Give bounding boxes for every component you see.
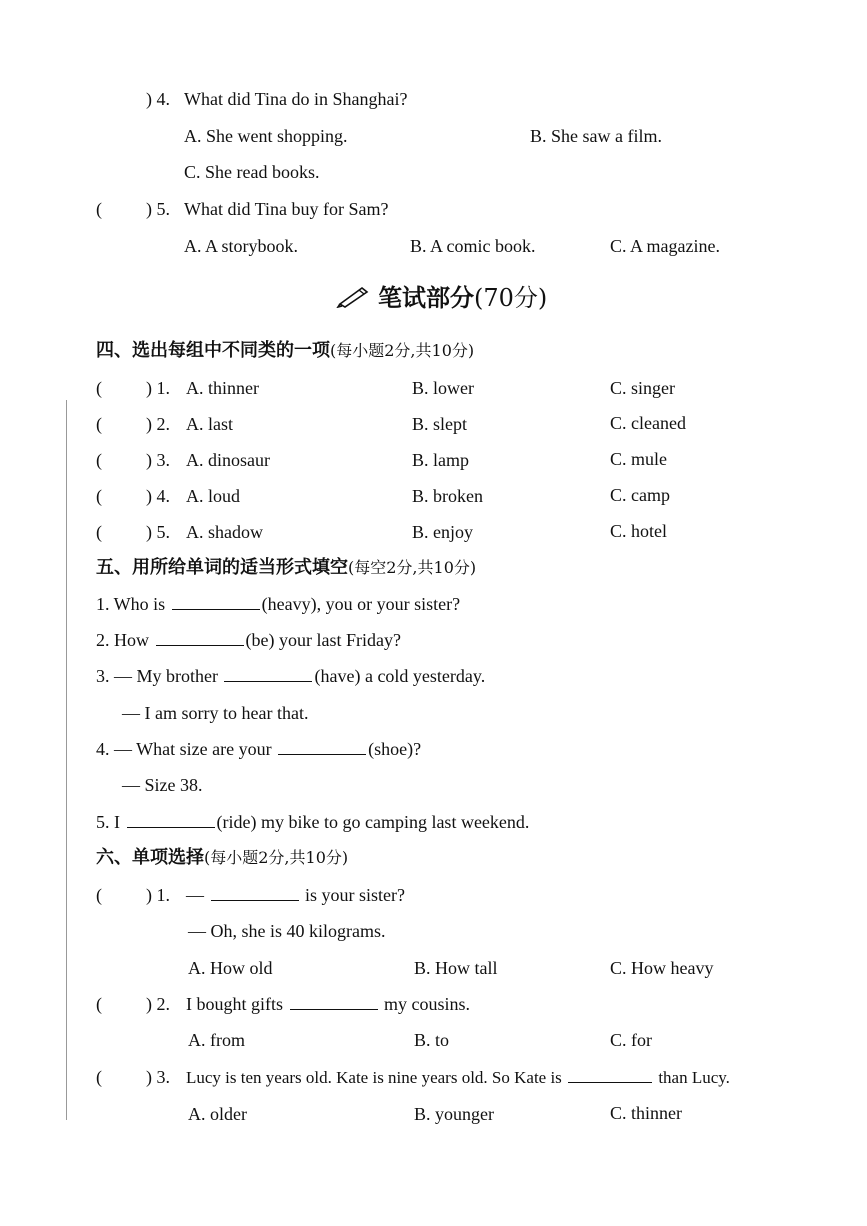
section5-q4-blank[interactable] [278, 738, 366, 755]
section5-q2-pre: 2. How [96, 630, 149, 650]
section5-q3-pre: 3. — My brother [96, 666, 218, 686]
section6-q1-paren: ( [96, 885, 102, 905]
section4-item5-option-c: C. hotel [610, 521, 667, 541]
section5-q1-blank[interactable] [172, 593, 260, 610]
section6-q2-option-a: A. from [188, 1030, 245, 1050]
section4-note: (每小题2分,共10分) [330, 341, 475, 360]
section6-q3-paren: ( [96, 1067, 102, 1087]
section4-item4-number: ) 4. [146, 486, 170, 506]
section6-q3-option-a: A. older [188, 1104, 247, 1124]
section5-q1-post: (heavy), you or your sister? [261, 594, 461, 614]
section4-heading-text: 四、选出每组中不同类的一项 [96, 340, 330, 361]
section5-heading-text: 五、用所给单词的适当形式填空 [96, 557, 348, 578]
section6-q3-pre: Lucy is ten years old. Kate is nine years old. So Kate is [186, 1068, 562, 1087]
section5-q1 [96, 593, 460, 615]
section5-q2-blank[interactable] [156, 629, 244, 646]
section6-q2-number: ) 2. [146, 994, 170, 1014]
listening-q4-number: ) 4. [146, 89, 170, 109]
section5-q5-pre: 5. I [96, 812, 120, 832]
margin-rule [66, 400, 67, 1120]
listening-q5-paren: ( [96, 199, 102, 219]
section6-note: (每小题2分,共10分) [204, 848, 349, 867]
section4-item1-paren: ( [96, 378, 102, 398]
written-section-title [336, 283, 547, 315]
section6-q2-paren: ( [96, 994, 102, 1014]
listening-q4-question: What did Tina do in Shanghai? [184, 89, 408, 109]
section4-item1-option-c: C. singer [610, 378, 675, 398]
section5-q4 [96, 738, 421, 760]
section5-q4-reply: — Size 38. [122, 775, 203, 795]
section4-item3-number: ) 3. [146, 450, 170, 470]
section6-heading-text: 六、单项选择 [96, 847, 204, 868]
section6-q1-option-b: B. How tall [414, 958, 498, 978]
section4-item2-paren: ( [96, 414, 102, 434]
section5-q3-post: (have) a cold yesterday. [314, 666, 486, 686]
section4-item4-option-a: A. loud [186, 486, 240, 506]
section6-q2-stem [186, 993, 470, 1015]
section5-q4-post: (shoe)? [368, 739, 422, 759]
section5-q1-pre: 1. Who is [96, 594, 166, 614]
section5-q5-post: (ride) my bike to go camping last weekend. [216, 812, 530, 832]
section6-q2-post: my cousins. [384, 994, 471, 1014]
section5-q3 [96, 665, 485, 687]
section5-q3-reply: — I am sorry to hear that. [122, 703, 309, 723]
listening-q5-option-c: C. A magazine. [610, 236, 720, 256]
section5-q3-blank[interactable] [224, 665, 312, 682]
section6-q1-post: is your sister? [305, 885, 405, 905]
section4-item4-option-c: C. camp [610, 485, 670, 505]
section4-item5-paren: ( [96, 522, 102, 542]
section5-q5-blank[interactable] [127, 811, 215, 828]
section4-item2-option-c: C. cleaned [610, 413, 686, 433]
pen-icon [336, 284, 372, 315]
section6-q1-blank[interactable] [211, 884, 299, 901]
section5-q5 [96, 811, 529, 833]
section6-q1-pre: — [186, 885, 204, 905]
section6-q3-blank[interactable] [568, 1066, 652, 1083]
section4-heading [96, 340, 474, 362]
section4-item3-option-b: B. lamp [412, 450, 469, 470]
listening-q4-option-b: B. She saw a film. [530, 126, 662, 146]
section4-item1-number: ) 1. [146, 378, 170, 398]
section6-heading [96, 847, 348, 869]
section4-item1-option-b: B. lower [412, 378, 474, 398]
section6-q3-option-c: C. thinner [610, 1103, 682, 1123]
section6-q2-pre: I bought gifts [186, 994, 283, 1014]
listening-q5-number: ) 5. [146, 199, 170, 219]
written-title-points: (70分) [474, 284, 548, 312]
section6-q3-option-b: B. younger [414, 1104, 494, 1124]
section4-item4-option-b: B. broken [412, 486, 483, 506]
section4-item2-option-a: A. last [186, 414, 233, 434]
section4-item5-option-b: B. enjoy [412, 522, 473, 542]
section6-q1-number: ) 1. [146, 885, 170, 905]
section5-q2 [96, 629, 401, 651]
written-title-text: 笔试部分 [378, 284, 474, 312]
section5-note: (每空2分,共10分) [348, 558, 477, 577]
section6-q1-option-a: A. How old [188, 958, 273, 978]
section4-item2-option-b: B. slept [412, 414, 468, 434]
section4-item4-paren: ( [96, 486, 102, 506]
listening-q5-option-a: A. A storybook. [184, 236, 299, 256]
listening-q5-option-b: B. A comic book. [410, 236, 536, 256]
section6-q3-post: than Lucy. [658, 1068, 730, 1087]
section4-item5-option-a: A. shadow [186, 522, 263, 542]
section6-q2-blank[interactable] [290, 993, 378, 1010]
section4-item3-option-a: A. dinosaur [186, 450, 270, 470]
section6-q1-stem [186, 884, 405, 906]
section6-q1-reply: — Oh, she is 40 kilograms. [188, 921, 386, 941]
section4-item3-paren: ( [96, 450, 102, 470]
section6-q2-option-b: B. to [414, 1030, 450, 1050]
section6-q2-option-c: C. for [610, 1030, 652, 1050]
section6-q1-option-c: C. How heavy [610, 958, 714, 978]
section6-q3-number: ) 3. [146, 1067, 170, 1087]
section4-item5-number: ) 5. [146, 522, 170, 542]
section5-heading [96, 557, 476, 579]
section4-item3-option-c: C. mule [610, 449, 667, 469]
listening-q4-option-c: C. She read books. [184, 162, 320, 182]
section4-item2-number: ) 2. [146, 414, 170, 434]
listening-q4-option-a: A. She went shopping. [184, 126, 348, 146]
section5-q4-pre: 4. — What size are your [96, 739, 272, 759]
listening-q5-question: What did Tina buy for Sam? [184, 199, 389, 219]
section6-q3-stem [186, 1066, 730, 1089]
section4-item1-option-a: A. thinner [186, 378, 259, 398]
section5-q2-post: (be) your last Friday? [245, 630, 401, 650]
